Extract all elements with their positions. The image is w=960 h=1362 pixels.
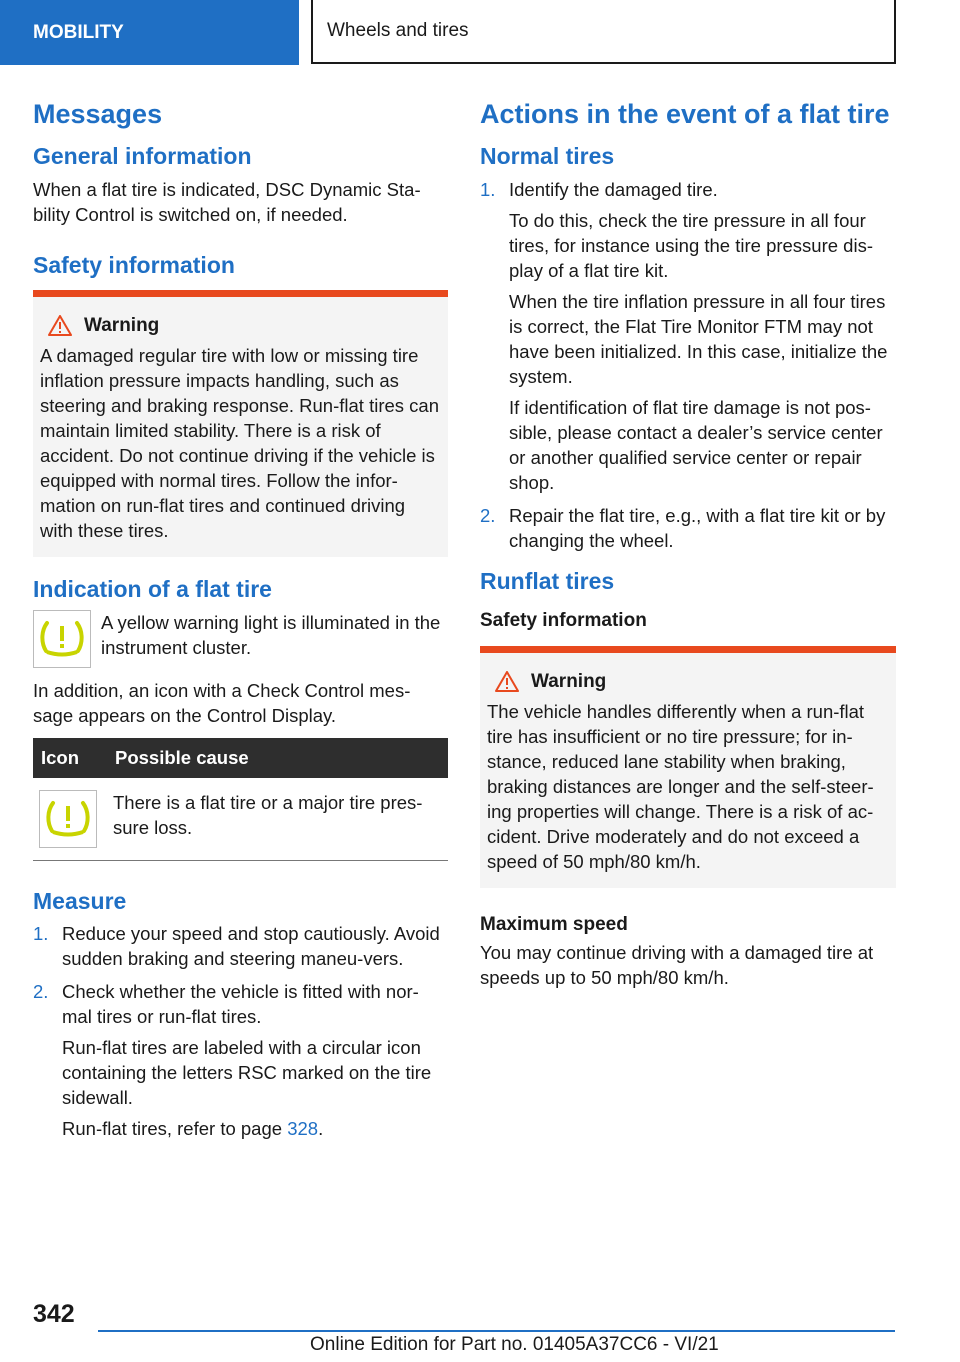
- warning-text: The vehicle handles differently when a run-flat tire has insufficient or no tire pressure; for in-stance, reduced lane stability when braking, braking distances are longer and the self-steer-ing properties will change. There is a risk of ac-cident. Drive moderately and do not exceed a speed of 50 mph/80 km/h.: [487, 700, 874, 872]
- measure-list: [33, 921, 448, 1141]
- step-detail: If identification of flat tire damage is not pos-sible, please contact a dealer’s service center or another qualified service center or repair shop.: [509, 397, 883, 494]
- step-detail: When the tire inflation pressure in all four tires is correct, the Flat Tire Monitor FTM may not have been initialized. In this case, initialize the system.: [509, 291, 888, 388]
- step-number: 1.: [33, 923, 49, 945]
- warning-text: A damaged regular tire with low or missing tire inflation pressure impacts handling, such as steering and braking response. Run-flat tires can maintain limited stability. There is a risk of accident. Do not continue driving if the vehicle is equipped with normal tires. Follow the infor-mation on run-flat tires and continued driving with these tires.: [40, 344, 439, 541]
- step-number: 2.: [480, 505, 496, 527]
- step-text: Repair the flat tire, e.g., with a flat tire kit or by changing the wheel.: [509, 505, 886, 552]
- measure-heading: Measure: [33, 887, 127, 914]
- left-column: [33, 98, 448, 1151]
- page-reference-link[interactable]: 328: [287, 1118, 319, 1140]
- list-item: [480, 503, 896, 553]
- section-title: MOBILITY: [33, 21, 124, 43]
- list-item: [33, 921, 448, 971]
- table-row: [33, 778, 448, 861]
- footer-edition: Online Edition for Part no. 01405A37CC6 - VI/21: [310, 1334, 719, 1355]
- step-number: 2.: [33, 981, 49, 1003]
- step-extra-text: Run-flat tires are labeled with a circular icon containing the letters RSC marked on the tire sidewall.: [62, 1037, 432, 1109]
- warning-title: [495, 671, 888, 693]
- reference-suffix: .: [318, 1118, 324, 1140]
- warning-label: Warning: [531, 670, 607, 692]
- page-number: 342: [33, 1300, 75, 1328]
- warning-triangle-icon: [48, 315, 72, 336]
- general-info-text: When a flat tire is indicated, DSC Dynamic Sta-bility Control is switched on, if needed.: [33, 179, 421, 226]
- flat-tire-warning-icon: [33, 610, 91, 668]
- warning-title: [48, 315, 440, 337]
- chapter-header: [311, 0, 896, 64]
- right-column: [480, 98, 896, 1000]
- indication-heading: Indication of a flat tire: [33, 575, 272, 602]
- messages-heading: Messages: [33, 99, 163, 129]
- max-speed-heading: Maximum speed: [480, 913, 628, 935]
- indication-text-2: In addition, an icon with a Check Control mes-sage appears on the Control Display.: [33, 679, 411, 726]
- normal-tires-heading: Normal tires: [480, 143, 615, 170]
- list-item: [33, 979, 448, 1141]
- footer-divider: [98, 1330, 895, 1332]
- table-icon-cell: [33, 778, 107, 861]
- actions-heading: Actions in the event of a flat tire: [480, 99, 890, 129]
- runflat-heading: Runflat tires: [480, 568, 615, 595]
- max-speed-text: You may continue driving with a damaged tire at speeds up to 50 mph/80 km/h.: [480, 941, 874, 988]
- section-tab: [0, 0, 299, 65]
- step-text: Check whether the vehicle is fitted with nor-mal tires or run-flat tires.: [62, 981, 419, 1028]
- indication-text: A yellow warning light is illuminated in the instrument cluster.: [101, 611, 441, 658]
- table-cause-cell: There is a flat tire or a major tire pres-sure loss.: [107, 778, 448, 861]
- step-text: Identify the damaged tire.: [509, 179, 718, 201]
- list-item: [480, 177, 896, 495]
- table-header-cause: Possible cause: [107, 738, 448, 778]
- icon-cause-table: [33, 738, 448, 861]
- indicator-row: [33, 610, 448, 668]
- runflat-warning-box: [480, 646, 896, 888]
- step-number: 1.: [480, 179, 496, 201]
- tire-pressure-icon: [39, 790, 97, 848]
- step-reference: [62, 1116, 448, 1141]
- safety-info-heading: Safety information: [33, 252, 235, 279]
- warning-label: Warning: [84, 314, 160, 336]
- general-info-heading: General information: [33, 143, 252, 170]
- normal-tires-list: [480, 177, 896, 553]
- runflat-safety-heading: Safety information: [480, 609, 647, 631]
- table-header-icon: Icon: [33, 738, 107, 778]
- step-text: Reduce your speed and stop cautiously. Avoid sudden braking and steering maneu-vers.: [62, 923, 440, 970]
- step-detail: To do this, check the tire pressure in all four tires, for instance using the tire pressure dis-play of a flat tire kit.: [509, 210, 873, 282]
- chapter-title: Wheels and tires: [327, 20, 469, 41]
- reference-prefix: Run-flat tires, refer to page: [62, 1118, 288, 1140]
- warning-triangle-icon: [495, 671, 519, 692]
- warning-box: [33, 290, 448, 557]
